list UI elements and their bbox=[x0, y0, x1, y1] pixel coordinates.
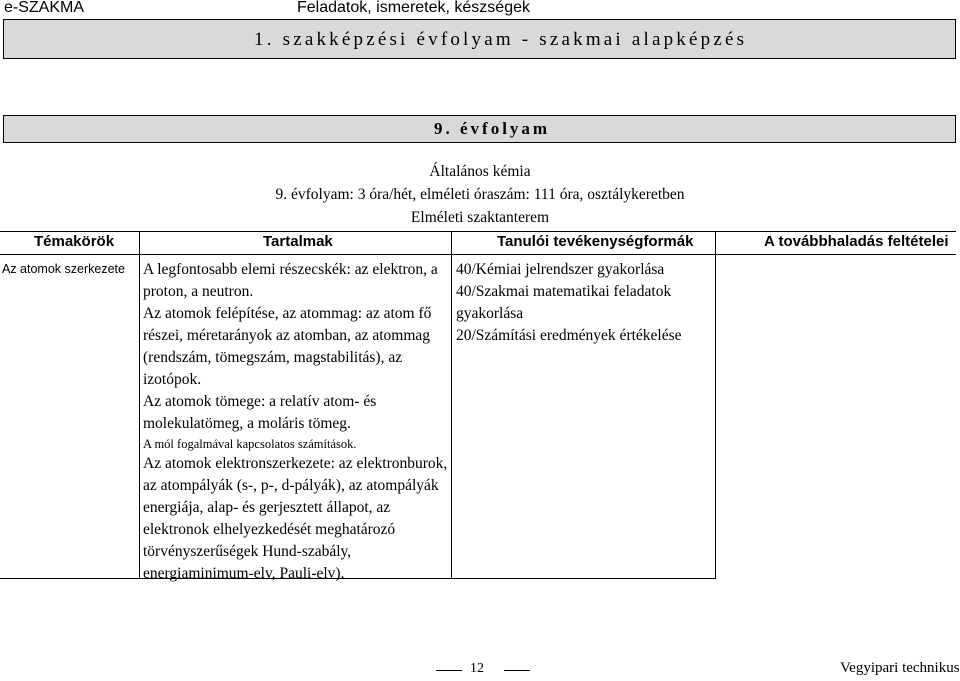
content-line: izotópok. bbox=[143, 371, 202, 388]
content-line: Az atomok felépítése, az atommag: az atom fő bbox=[143, 305, 432, 322]
activity-line: gyakorlása bbox=[456, 305, 524, 322]
content-line: az atompályák (s-, p-, d-pályák), az atompályák bbox=[143, 477, 439, 494]
content-line: részei, méretarányok az atomban, az atommag bbox=[143, 327, 431, 344]
content-line: törvényszerűségek Hund-szabály, bbox=[143, 543, 352, 560]
header-topics: Témakörök bbox=[34, 233, 115, 250]
banner-bar bbox=[3, 19, 956, 59]
content-line: A mól fogalmával kapcsolatos számítások. bbox=[143, 437, 357, 451]
content-line: energiája, alap- és gerjesztett állapot, az bbox=[143, 499, 391, 516]
content-cell bbox=[143, 259, 447, 585]
activity-line: 40/Szakmai matematikai feladatok bbox=[456, 283, 672, 300]
header-title: Feladatok, ismeretek, készségek bbox=[297, 0, 530, 16]
section-title: 9. évfolyam bbox=[434, 119, 551, 138]
content-line: Az atomok tömege: a relatív atom- és bbox=[143, 393, 377, 410]
content-line: molekulatömeg, a moláris tömeg. bbox=[143, 415, 351, 432]
content-line: (rendszám, tömegszám, magstabilitás), az bbox=[143, 349, 403, 366]
page-number: 12 bbox=[470, 661, 484, 676]
content-line: proton, a neutron. bbox=[143, 283, 254, 300]
table-border-top bbox=[0, 231, 956, 232]
table-col-divider-1 bbox=[139, 231, 140, 579]
header-brand: e-SZAKMA bbox=[4, 0, 85, 16]
banner-title: 1. szakképzési évfolyam - szakmai alapképzés bbox=[254, 29, 748, 50]
activity-line: 20/Számítási eredmények értékelése bbox=[456, 327, 682, 344]
table-col-divider-3 bbox=[715, 231, 716, 579]
content-line: Az atomok elektronszerkezete: az elektronburok, bbox=[143, 455, 448, 472]
room-info: Elméleti szaktanterem bbox=[410, 209, 550, 226]
subject-title: Általános kémia bbox=[429, 163, 531, 180]
content-line: A legfontosabb elemi részecskék: az elektron, a bbox=[143, 261, 438, 278]
header-conditions: A továbbhaladás feltételei bbox=[764, 233, 949, 250]
activity-line: 40/Kémiai jelrendszer gyakorlása bbox=[456, 261, 665, 278]
footer-rule-left bbox=[436, 670, 462, 671]
content-line: elektronok elhelyezkedését meghatározó bbox=[143, 521, 396, 538]
section-bar bbox=[3, 115, 956, 143]
footer-doc-title: Vegyipari technikus bbox=[840, 660, 960, 676]
header-activities: Tanulói tevékenységformák bbox=[497, 233, 694, 250]
topic-cell: Az atomok szerkezete bbox=[2, 262, 125, 276]
header-contents: Tartalmak bbox=[263, 233, 333, 250]
table-header-divider bbox=[0, 254, 956, 255]
hours-info: 9. évfolyam: 3 óra/hét, elméleti óraszám: 111 óra, osztálykeretben bbox=[275, 186, 685, 203]
footer-rule-right bbox=[504, 670, 530, 671]
content-line: energiaminimum-elv, Pauli-elv). bbox=[143, 565, 345, 582]
table-col-divider-2 bbox=[451, 231, 452, 579]
activity-cell bbox=[456, 259, 682, 347]
